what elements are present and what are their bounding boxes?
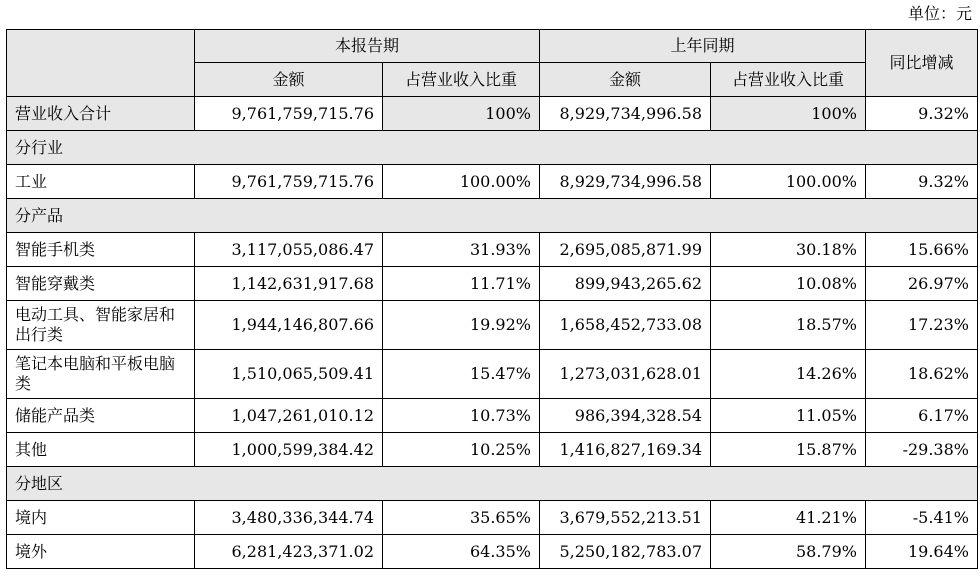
row-label: 其他 [7, 433, 195, 467]
row-label: 智能穿戴类 [7, 267, 195, 301]
prior-amount-cell: 899,943,265.62 [540, 267, 711, 301]
prior-share-cell: 15.87% [711, 433, 866, 467]
header-prior-amount: 金额 [540, 63, 711, 97]
yoy-cell: 17.23% [866, 301, 978, 350]
cur-share-cell: 19.92% [383, 301, 540, 350]
prior-share-cell: 100.00% [711, 165, 866, 199]
prior-amount-cell: 8,929,734,996.58 [540, 165, 711, 199]
row-label: 工业 [7, 165, 195, 199]
row-label: 储能产品类 [7, 399, 195, 433]
cur-amount-cell: 3,480,336,344.74 [195, 501, 383, 535]
prior-amount-cell: 2,695,085,871.99 [540, 233, 711, 267]
yoy-cell: 26.97% [866, 267, 978, 301]
cur-share-cell: 10.73% [383, 399, 540, 433]
section-title: 分产品 [7, 199, 978, 233]
prior-amount-cell: 8,929,734,996.58 [540, 97, 711, 131]
prior-share-cell: 100% [711, 97, 866, 131]
prior-amount-cell: 5,250,182,783.07 [540, 535, 711, 569]
header-cur-share: 占营业收入比重 [383, 63, 540, 97]
section-title: 分行业 [7, 131, 978, 165]
cur-share-cell: 11.71% [383, 267, 540, 301]
yoy-cell: 18.62% [866, 350, 978, 399]
prior-share-cell: 30.18% [711, 233, 866, 267]
header-row-group [7, 30, 978, 63]
yoy-cell: 9.32% [866, 165, 978, 199]
table-row [7, 301, 978, 350]
table-row [7, 535, 978, 569]
row-label: 智能手机类 [7, 233, 195, 267]
row-label: 营业收入合计 [7, 97, 195, 131]
table-row [7, 165, 978, 199]
row-label: 电动工具、智能家居和出行类 [7, 301, 195, 350]
cur-share-cell: 64.35% [383, 535, 540, 569]
table-row [7, 433, 978, 467]
prior-share-cell: 14.26% [711, 350, 866, 399]
cur-amount-cell: 6,281,423,371.02 [195, 535, 383, 569]
yoy-cell: -29.38% [866, 433, 978, 467]
header-item-cell [7, 30, 195, 97]
prior-share-cell: 11.05% [711, 399, 866, 433]
cur-amount-cell: 1,000,599,384.42 [195, 433, 383, 467]
cur-amount-cell: 1,047,261,010.12 [195, 399, 383, 433]
header-cur-amount: 金额 [195, 63, 383, 97]
header-prior-share: 占营业收入比重 [711, 63, 866, 97]
yoy-cell: 19.64% [866, 535, 978, 569]
cur-share-cell: 31.93% [383, 233, 540, 267]
prior-share-cell: 58.79% [711, 535, 866, 569]
table-row [7, 233, 978, 267]
yoy-cell: 15.66% [866, 233, 978, 267]
cur-amount-cell: 9,761,759,715.76 [195, 97, 383, 131]
prior-share-cell: 41.21% [711, 501, 866, 535]
section-row-product [7, 199, 978, 233]
row-label: 境外 [7, 535, 195, 569]
prior-amount-cell: 1,273,031,628.01 [540, 350, 711, 399]
table-body [7, 30, 978, 569]
cur-share-cell: 35.65% [383, 501, 540, 535]
header-prior-period: 上年同期 [540, 30, 866, 63]
cur-share-cell: 15.47% [383, 350, 540, 399]
unit-label: 单位：元 [907, 4, 972, 23]
row-label: 境内 [7, 501, 195, 535]
prior-amount-cell: 986,394,328.54 [540, 399, 711, 433]
prior-amount-cell: 1,658,452,733.08 [540, 301, 711, 350]
table-row [7, 501, 978, 535]
header-yoy: 同比增减 [866, 30, 978, 97]
cur-amount-cell: 9,761,759,715.76 [195, 165, 383, 199]
yoy-cell: 6.17% [866, 399, 978, 433]
header-current-period: 本报告期 [195, 30, 540, 63]
yoy-cell: -5.41% [866, 501, 978, 535]
total-row [7, 97, 978, 131]
prior-amount-cell: 3,679,552,213.51 [540, 501, 711, 535]
cur-share-cell: 100% [383, 97, 540, 131]
prior-share-cell: 10.08% [711, 267, 866, 301]
prior-share-cell: 18.57% [711, 301, 866, 350]
section-row-region [7, 467, 978, 501]
table-row [7, 350, 978, 399]
cur-share-cell: 100.00% [383, 165, 540, 199]
cur-share-cell: 10.25% [383, 433, 540, 467]
cur-amount-cell: 3,117,055,086.47 [195, 233, 383, 267]
yoy-cell: 9.32% [866, 97, 978, 131]
table-row [7, 267, 978, 301]
cur-amount-cell: 1,510,065,509.41 [195, 350, 383, 399]
revenue-table [6, 29, 978, 569]
cur-amount-cell: 1,142,631,917.68 [195, 267, 383, 301]
section-title: 分地区 [7, 467, 978, 501]
table-row [7, 399, 978, 433]
row-label: 笔记本电脑和平板电脑类 [7, 350, 195, 399]
prior-amount-cell: 1,416,827,169.34 [540, 433, 711, 467]
section-row-industry [7, 131, 978, 165]
cur-amount-cell: 1,944,146,807.66 [195, 301, 383, 350]
